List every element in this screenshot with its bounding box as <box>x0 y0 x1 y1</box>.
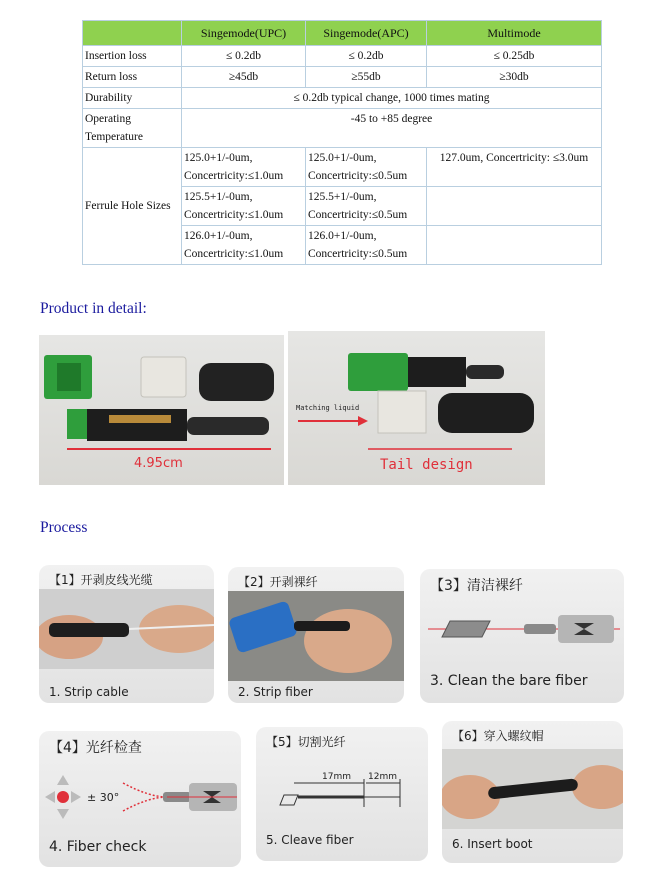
tail-design-label: Tail design <box>380 457 473 473</box>
header-multimode: Multimode <box>427 21 602 46</box>
direction-down-icon <box>57 809 69 819</box>
clean-fiber-diagram <box>420 609 624 649</box>
header-upc: Singemode(UPC) <box>182 21 306 46</box>
angle-label: ± 30° <box>87 791 120 804</box>
cell: ≥55db <box>306 67 427 88</box>
cell-line: Concertricity:≤0.5um <box>308 248 408 260</box>
table-row <box>83 88 602 109</box>
black-boot <box>438 393 534 433</box>
header-apc: Singemode(APC) <box>306 21 427 46</box>
cell: -45 to +85 degree <box>182 109 602 148</box>
step-title: 【6】穿入螺纹帽 <box>452 729 544 743</box>
connector-photo-right <box>288 331 545 485</box>
cell: ≤ 0.2db <box>182 46 306 67</box>
green-housing-slot <box>57 363 81 391</box>
connector-sleeve-icon <box>524 624 556 634</box>
fiber-bend-up <box>123 783 167 797</box>
cleaver-icon <box>280 795 298 805</box>
table-row <box>83 109 602 148</box>
direction-left-icon <box>45 791 55 803</box>
table-row <box>83 67 602 88</box>
connector-tail <box>187 417 269 435</box>
fiber-bend-down <box>123 797 167 811</box>
table-row <box>83 148 602 187</box>
direction-up-icon <box>57 775 69 785</box>
cell-line: 125.5+1/-0um, <box>308 191 377 203</box>
step-title: 【1】开剥皮线光缆 <box>49 573 153 587</box>
cell-line: Concertricity:≤1.0um <box>184 170 284 182</box>
cell-line: Concertricity:≤1.0um <box>184 209 284 221</box>
cell-line: 125.5+1/-0um, <box>184 191 253 203</box>
step-card-2 <box>228 567 404 703</box>
row-label: Insertion loss <box>83 46 182 67</box>
dimension-label-17: 17mm <box>322 772 351 782</box>
table-row <box>83 46 602 67</box>
step-card-4 <box>39 731 241 867</box>
row-label <box>83 109 182 148</box>
step-caption: 2. Strip fiber <box>238 685 313 699</box>
cell-line: 126.0+1/-0um, <box>184 230 253 242</box>
cell-line: 126.0+1/-0um, <box>308 230 377 242</box>
matching-liquid-label: Matching liquid <box>296 404 360 412</box>
cell-line: Concertricity:≤0.5um <box>308 209 408 221</box>
cell: ≤ 0.25db <box>427 46 602 67</box>
step-caption: 6. Insert boot <box>452 837 533 851</box>
connector-holder-icon <box>558 615 614 643</box>
strip-fiber-scene <box>228 591 404 681</box>
white-shell <box>141 357 186 397</box>
step-card-1 <box>39 565 214 703</box>
step-card-3 <box>420 569 624 703</box>
cell: ≤ 0.2db <box>306 46 427 67</box>
connector-body <box>408 357 466 387</box>
step-caption: 3. Clean the bare fiber <box>430 673 588 689</box>
stripper-tool-icon <box>49 623 129 637</box>
cell: 127.0um, Concertricity: ≤3.0um <box>427 148 602 187</box>
cleave-fiber-diagram <box>256 767 428 817</box>
cell <box>306 226 427 265</box>
step-title: 【2】开剥裸纤 <box>238 575 318 589</box>
detail-heading: Product in detail: <box>40 300 147 317</box>
step-caption: 4. Fiber check <box>49 839 147 855</box>
label-line: Temperature <box>85 131 143 143</box>
step-card-6 <box>442 721 623 863</box>
hand-icon <box>304 609 392 673</box>
cell-line: 125.0+1/-0um, <box>184 152 253 164</box>
connector-body <box>87 409 187 441</box>
label-line: Operating <box>85 113 131 125</box>
cell-line: Concertricity:≤0.5um <box>308 170 408 182</box>
center-point-icon <box>57 791 69 803</box>
header-empty <box>83 21 182 46</box>
cell: ≥30db <box>427 67 602 88</box>
cell <box>182 148 306 187</box>
connector-photo-right-graphic <box>288 331 545 485</box>
cell: ≤ 0.2db typical change, 1000 times mating <box>182 88 602 109</box>
step-title: 【4】光纤检查 <box>49 740 142 756</box>
dimension-label-12: 12mm <box>368 772 397 782</box>
cell-line: Concertricity:≤1.0um <box>184 248 284 260</box>
connector-photo-left <box>39 335 284 485</box>
cell <box>182 226 306 265</box>
step-title: 【5】切割光纤 <box>266 735 346 749</box>
arrow-icon <box>358 416 368 426</box>
fiber-stripper-icon <box>294 621 350 631</box>
row-label: Durability <box>83 88 182 109</box>
wipe-cloth-icon <box>442 621 490 637</box>
step-caption: 1. Strip cable <box>49 685 129 699</box>
cell <box>306 148 427 187</box>
black-boot <box>199 363 274 401</box>
cell: ≥45db <box>182 67 306 88</box>
spec-table <box>82 20 602 265</box>
insert-boot-scene <box>442 749 623 829</box>
cell <box>427 226 602 265</box>
cell <box>182 187 306 226</box>
strip-cable-scene <box>39 589 214 669</box>
cell <box>427 187 602 226</box>
connector-clip <box>109 415 171 423</box>
step-title: 【3】清洁裸纤 <box>430 578 523 594</box>
fiber-check-diagram <box>39 767 241 827</box>
process-heading: Process <box>40 519 88 536</box>
direction-right-icon <box>71 791 81 803</box>
length-label: 4.95cm <box>134 456 183 471</box>
cell-line: 125.0+1/-0um, <box>308 152 377 164</box>
green-tip <box>67 409 89 439</box>
table-header-row <box>83 21 602 46</box>
green-housing <box>348 353 408 391</box>
cell <box>306 187 427 226</box>
connector-tail <box>466 365 504 379</box>
row-label: Ferrule Hole Sizes <box>83 148 182 265</box>
row-label: Return loss <box>83 67 182 88</box>
step-card-5 <box>256 727 428 861</box>
connector-photo-left-graphic <box>39 335 284 485</box>
white-shell <box>378 391 426 433</box>
step-caption: 5. Cleave fiber <box>266 833 354 847</box>
